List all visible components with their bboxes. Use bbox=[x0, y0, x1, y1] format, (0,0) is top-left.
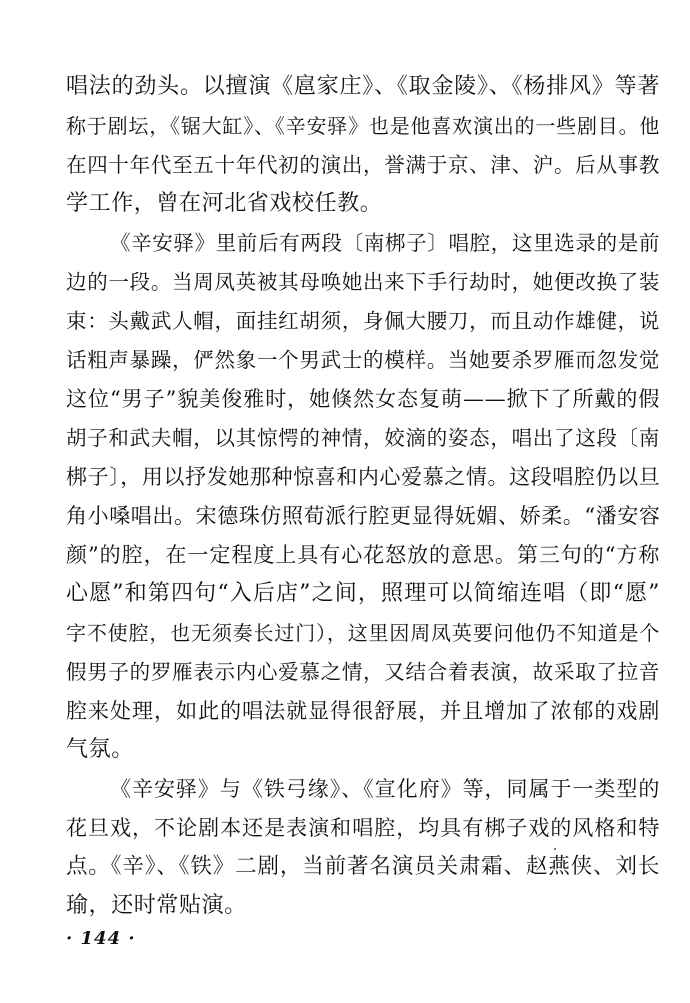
text-line: 假男子的罗雁表示内心爱慕之情，又结合着表演，故采取了拉音 bbox=[66, 660, 660, 684]
text-line: 这位“男子”貌美俊雅时，她倏然女态复萌——掀下了所戴的假 bbox=[66, 387, 660, 411]
text-line: 《辛安驿》里前后有两段〔南梆子〕唱腔，这里选录的是前 bbox=[110, 231, 660, 255]
text-line: 颜”的腔，在一定程度上具有心花怒放的意思。第三句的“方称 bbox=[66, 543, 660, 567]
text-line: 话粗声暴躁，俨然象一个男武士的模样。当她要杀罗雁而忽发觉 bbox=[66, 348, 660, 372]
text-line: 点。《辛》、《铁》二剧，当前著名演员关肃霜、赵燕侠、刘长 bbox=[66, 854, 660, 879]
text-line: 学工作，曾在河北省戏校任教。 bbox=[66, 191, 383, 216]
text-line: 梆子〕，用以抒发她那种惊喜和内心爱慕之情。这段唱腔仍以旦 bbox=[66, 465, 661, 489]
text-line: 角小嗓唱出。宋德珠仿照荀派行腔更显得妩媚、娇柔。“潘安容 bbox=[66, 504, 661, 528]
page-number: · 144 · bbox=[66, 928, 136, 949]
text-line: 《辛安驿》与《铁弓缘》、《宣化府》等，同属于一类型的 bbox=[110, 777, 660, 801]
text-line: 束：头戴武人帽，面挂红胡须，身佩大腰刀，而且动作雄健，说 bbox=[66, 309, 660, 333]
print-speck bbox=[554, 848, 556, 850]
text-line: 边的一段。当周凤英被其母唤她出来下手行劫时，她便改换了装 bbox=[66, 270, 660, 294]
text-line: 胡子和武夫帽，以其惊愕的神情，姣滴的姿态，唱出了这段〔南 bbox=[66, 426, 660, 450]
text-line: 花旦戏，不论剧本还是表演和唱腔，均具有梆子戏的风格和特 bbox=[66, 816, 660, 840]
text-line: 唱法的劲头。以擅演《扈家庄》、《取金陵》、《杨排风》等著 bbox=[66, 74, 660, 99]
text-line: 心愿”和第四句“入后店”之间，照理可以简缩连唱（即“愿” bbox=[66, 581, 660, 606]
text-line: 瑜，还时常贴演。 bbox=[66, 893, 247, 918]
text-line: 气氛。 bbox=[66, 737, 134, 762]
text-line: 字不使腔，也无须奏长过门），这里因周凤英要问他仍不知道是个 bbox=[66, 621, 660, 645]
text-line: 腔来处理，如此的唱法就显得很舒展，并且增加了浓郁的戏剧 bbox=[66, 699, 660, 723]
text-line: 在四十年代至五十年代初的演出，誉满于京、津、沪。后从事教 bbox=[66, 153, 660, 177]
text-line: 称于剧坛，《锯大缸》、《辛安驿》也是他喜欢演出的一些剧目。他 bbox=[66, 114, 660, 138]
